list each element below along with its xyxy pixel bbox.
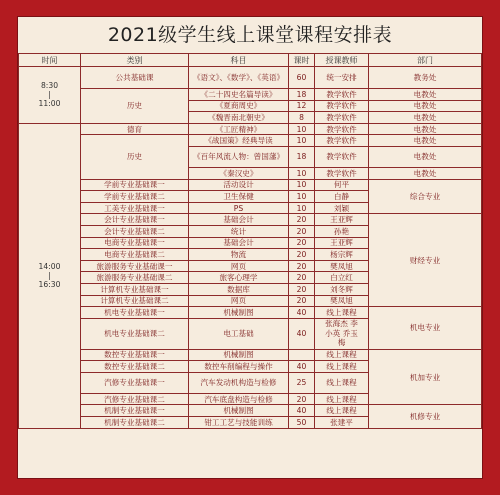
table-row [19, 307, 482, 319]
table-header-row [19, 54, 482, 67]
table-row [19, 135, 482, 147]
subject-cell: 电工基础 [189, 318, 289, 349]
table-row [19, 405, 482, 417]
hours-cell: 10 [289, 191, 315, 203]
schedule-sheet [17, 16, 483, 479]
category-cell: 旅游服务专业基础课二 [81, 272, 189, 284]
time-slot-morning: 8:30 | 11:00 [19, 67, 81, 124]
teacher-cell: 孙艳 [315, 225, 369, 237]
teacher-cell: 何平 [315, 179, 369, 191]
hours-cell: 10 [289, 167, 315, 179]
department-cell: 电教处 [369, 135, 482, 147]
hours-cell: 18 [289, 146, 315, 167]
category-cell: 会计专业基础课二 [81, 225, 189, 237]
department-cell: 机加专业 [369, 349, 482, 405]
hours-cell [289, 349, 315, 361]
department-cell: 教务处 [369, 67, 482, 89]
header-subject: 科目 [189, 54, 289, 67]
subject-cell: 活动设计 [189, 179, 289, 191]
table-row [19, 214, 482, 226]
hours-cell: 50 [289, 417, 315, 429]
hours-cell: 20 [289, 295, 315, 307]
subject-cell: 《语文》、《数学》、《英语》 [189, 67, 289, 89]
header-department: 部门 [369, 54, 482, 67]
category-cell: 汽修专业基础课一 [81, 372, 189, 393]
department-cell: 电教处 [369, 146, 482, 167]
time-slot-afternoon: 14:00 | 16:30 [19, 123, 81, 428]
schedule-table [18, 53, 482, 429]
teacher-cell: 白静 [315, 191, 369, 203]
hours-cell: 20 [289, 249, 315, 261]
hours-cell: 20 [289, 214, 315, 226]
header-teacher: 授课教师 [315, 54, 369, 67]
teacher-cell: 教学软件 [315, 89, 369, 101]
subject-cell: 机械制图 [189, 349, 289, 361]
category-cell: 电商专业基础课二 [81, 249, 189, 261]
table-row [19, 179, 482, 191]
subject-cell: 网页 [189, 260, 289, 272]
subject-cell: 《秦汉史》 [189, 167, 289, 179]
teacher-cell: 张建平 [315, 417, 369, 429]
subject-cell: 《二十四史名篇导读》 [189, 89, 289, 101]
hours-cell: 10 [289, 123, 315, 135]
category-cell: 会计专业基础课一 [81, 214, 189, 226]
teacher-cell: 线上课程 [315, 361, 369, 373]
table-row [19, 67, 482, 89]
table-row [19, 123, 482, 135]
hours-cell: 40 [289, 405, 315, 417]
hours-cell: 60 [289, 67, 315, 89]
subject-cell: 《战国策》经典导读 [189, 135, 289, 147]
hours-cell: 20 [289, 237, 315, 249]
teacher-cell: 杨宗辉 [315, 249, 369, 261]
subject-cell: 汽车发动机构造与检修 [189, 372, 289, 393]
subject-cell: PS [189, 202, 289, 214]
category-cell: 工美专业基础课一 [81, 202, 189, 214]
category-cell: 历史 [81, 135, 189, 179]
subject-cell: 数据库 [189, 283, 289, 295]
teacher-cell: 教学软件 [315, 146, 369, 167]
teacher-cell: 教学软件 [315, 100, 369, 112]
hours-cell: 20 [289, 260, 315, 272]
subject-cell: 数控车削编程与操作 [189, 361, 289, 373]
category-cell: 数控专业基础课二 [81, 361, 189, 373]
header-category: 类别 [81, 54, 189, 67]
hours-cell: 20 [289, 283, 315, 295]
category-cell: 历史 [81, 89, 189, 124]
hours-cell: 20 [289, 272, 315, 284]
category-cell: 机电专业基础课一 [81, 307, 189, 319]
hours-cell: 40 [289, 361, 315, 373]
hours-cell: 10 [289, 202, 315, 214]
header-hours: 课时 [289, 54, 315, 67]
teacher-cell: 张海杰 李小英 乔玉梅 [315, 318, 369, 349]
teacher-cell: 线上课程 [315, 307, 369, 319]
subject-cell: 卫生保健 [189, 191, 289, 203]
teacher-cell: 刘冬辉 [315, 283, 369, 295]
teacher-cell: 白立红 [315, 272, 369, 284]
subject-cell: 网页 [189, 295, 289, 307]
teacher-cell: 教学软件 [315, 167, 369, 179]
teacher-cell: 王亚辉 [315, 237, 369, 249]
department-cell: 机修专业 [369, 405, 482, 428]
subject-cell: 物流 [189, 249, 289, 261]
hours-cell: 12 [289, 100, 315, 112]
teacher-cell: 王亚辉 [315, 214, 369, 226]
hours-cell: 10 [289, 135, 315, 147]
category-cell: 数控专业基础课一 [81, 349, 189, 361]
subject-cell: 机械制图 [189, 307, 289, 319]
category-cell: 旅游服务专业基础课一 [81, 260, 189, 272]
category-cell: 机制专业基础课一 [81, 405, 189, 417]
subject-cell: 《夏商周史》 [189, 100, 289, 112]
teacher-cell: 线上课程 [315, 349, 369, 361]
category-cell: 计算机专业基础课一 [81, 283, 189, 295]
subject-cell: 《魏晋南北朝史》 [189, 112, 289, 124]
teacher-cell: 线上课程 [315, 405, 369, 417]
teacher-cell: 樊凤旭 [315, 260, 369, 272]
subject-cell: 《工匠精神》 [189, 123, 289, 135]
subject-cell: 机械制图 [189, 405, 289, 417]
table-row [19, 89, 482, 101]
teacher-cell: 线上课程 [315, 372, 369, 393]
teacher-cell: 樊凤旭 [315, 295, 369, 307]
subject-cell: 《百年风流人物：曾国藩》 [189, 146, 289, 167]
category-cell: 学前专业基础课一 [81, 179, 189, 191]
department-cell: 财经专业 [369, 214, 482, 307]
department-cell: 电教处 [369, 167, 482, 179]
teacher-cell: 教学软件 [315, 135, 369, 147]
hours-cell: 8 [289, 112, 315, 124]
category-cell: 公共基础课 [81, 67, 189, 89]
hours-cell: 40 [289, 307, 315, 319]
teacher-cell: 教学软件 [315, 112, 369, 124]
category-cell: 计算机专业基础课二 [81, 295, 189, 307]
hours-cell: 18 [289, 89, 315, 101]
department-cell: 综合专业 [369, 179, 482, 214]
subject-cell: 钳工工艺与技能训练 [189, 417, 289, 429]
subject-cell: 汽车底盘构造与检修 [189, 393, 289, 405]
subject-cell: 统计 [189, 225, 289, 237]
department-cell: 机电专业 [369, 307, 482, 350]
header-time: 时间 [19, 54, 81, 67]
teacher-cell: 统一安排 [315, 67, 369, 89]
category-cell: 德育 [81, 123, 189, 135]
category-cell: 电商专业基础课一 [81, 237, 189, 249]
subject-cell: 旅客心理学 [189, 272, 289, 284]
department-cell: 电教处 [369, 112, 482, 124]
hours-cell: 25 [289, 372, 315, 393]
teacher-cell: 线上课程 [315, 393, 369, 405]
teacher-cell: 教学软件 [315, 123, 369, 135]
hours-cell: 20 [289, 393, 315, 405]
category-cell: 学前专业基础课二 [81, 191, 189, 203]
hours-cell: 40 [289, 318, 315, 349]
subject-cell: 基础会计 [189, 237, 289, 249]
page-title: 2021级学生线上课堂课程安排表 [107, 24, 393, 46]
category-cell: 汽修专业基础课二 [81, 393, 189, 405]
category-cell: 机电专业基础课二 [81, 318, 189, 349]
department-cell: 电教处 [369, 123, 482, 135]
hours-cell: 20 [289, 225, 315, 237]
table-row [19, 349, 482, 361]
category-cell: 机制专业基础课二 [81, 417, 189, 429]
department-cell: 电教处 [369, 100, 482, 112]
department-cell: 电教处 [369, 89, 482, 101]
teacher-cell: 刘颖 [315, 202, 369, 214]
hours-cell: 10 [289, 179, 315, 191]
subject-cell: 基础会计 [189, 214, 289, 226]
